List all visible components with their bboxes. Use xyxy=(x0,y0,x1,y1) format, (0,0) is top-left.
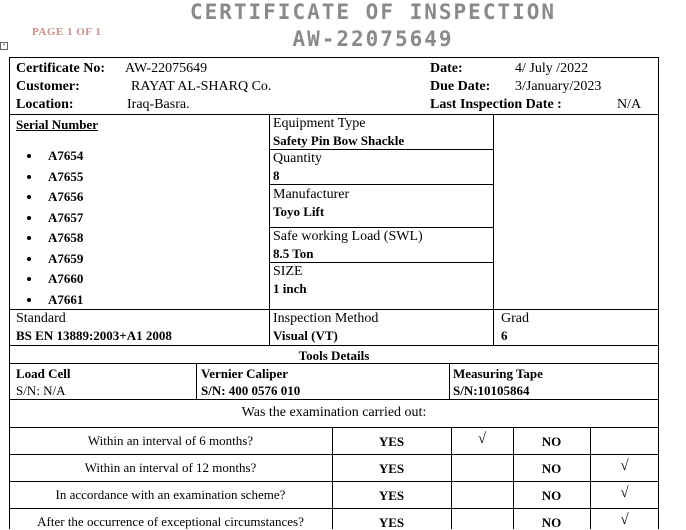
yes-check-cell: √ xyxy=(477,431,487,447)
serial-number-item: • A7654 xyxy=(42,146,83,167)
serial-number-item: • A7660 xyxy=(42,269,83,290)
yes-label: YES xyxy=(378,461,405,476)
swl-label: Safe working Load (SWL) xyxy=(273,229,423,244)
customer-label: Customer: xyxy=(16,79,80,94)
equipment-type-label: Equipment Type xyxy=(273,116,366,131)
examination-question: Was the examination carried out: xyxy=(241,405,427,420)
examination-row-question: Within an interval of 6 months? xyxy=(87,433,254,448)
serial-number-label: Serial Number xyxy=(16,117,98,132)
measuring-tape-sn: S/N:10105864 xyxy=(453,383,530,398)
yes-label: YES xyxy=(378,488,405,503)
grad-value: 6 xyxy=(501,328,508,343)
document-title: CERTIFICATE OF INSPECTION xyxy=(189,0,557,24)
no-label: NO xyxy=(541,488,562,503)
due-date-label: Due Date: xyxy=(430,79,491,94)
inspection-method-label: Inspection Method xyxy=(273,311,379,326)
serial-number-item: • A7659 xyxy=(42,249,83,270)
page-label: PAGE 1 OF 1 xyxy=(32,26,102,38)
quantity-label: Quantity xyxy=(273,151,322,166)
vernier-caliper-label: Vernier Caliper xyxy=(201,366,289,381)
yes-label: YES xyxy=(378,434,405,449)
no-check-cell: √ xyxy=(620,512,629,528)
load-cell-label: Load Cell xyxy=(16,366,71,381)
tools-details-heading: Tools Details xyxy=(298,348,370,363)
measuring-tape-label: Measuring Tape xyxy=(453,366,543,381)
certificate-number-title: AW-22075649 xyxy=(292,27,454,51)
certificate-no-value: AW-22075649 xyxy=(125,61,208,76)
examination-row-question: In accordance with an examination scheme? xyxy=(55,487,286,502)
swl-value: 8.5 Ton xyxy=(273,246,314,261)
manufacturer-value: Toyo Lift xyxy=(273,204,325,219)
no-label: NO xyxy=(541,515,562,530)
no-label: NO xyxy=(541,434,562,449)
grad-label: Grad xyxy=(501,311,529,326)
last-inspection-label: Last Inspection Date : xyxy=(430,97,562,112)
manufacturer-label: Manufacturer xyxy=(273,187,350,202)
location-label: Location: xyxy=(16,97,74,112)
date-label: Date: xyxy=(430,61,463,76)
serial-number-item: • A7657 xyxy=(42,208,83,229)
examination-row-question: Within an interval of 12 months? xyxy=(84,460,257,475)
serial-number-item: • A7655 xyxy=(42,167,83,188)
load-cell-sn: S/N: N/A xyxy=(16,383,66,398)
yes-label: YES xyxy=(378,515,405,530)
vernier-caliper-sn: S/N: 400 0576 010 xyxy=(201,383,301,398)
equipment-type-value: Safety Pin Bow Shackle xyxy=(273,133,405,148)
no-check-cell: √ xyxy=(620,458,629,474)
location-value: Iraq-Basra. xyxy=(127,97,190,112)
serial-number-item: • A7656 xyxy=(42,187,83,208)
move-handle-icon[interactable]: + xyxy=(0,42,8,50)
size-label: SIZE xyxy=(273,264,303,279)
standard-value: BS EN 13889:2003+A1 2008 xyxy=(16,328,172,343)
customer-value: RAYAT AL-SHARQ Co. xyxy=(131,79,272,94)
inspection-method-value: Visual (VT) xyxy=(273,328,338,343)
serial-number-item: • A7658 xyxy=(42,228,83,249)
date-value: 4/ July /2022 xyxy=(515,61,589,76)
quantity-value: 8 xyxy=(273,168,280,183)
certificate-no-label: Certificate No: xyxy=(16,61,106,76)
no-label: NO xyxy=(541,461,562,476)
serial-number-list xyxy=(20,146,83,310)
examination-row-question: After the occurrence of exceptional circumstances? xyxy=(37,514,304,529)
no-check-cell: √ xyxy=(620,485,629,501)
standard-label: Standard xyxy=(16,311,66,326)
due-date-value: 3/January/2023 xyxy=(515,79,602,94)
serial-number-item: • A7661 xyxy=(42,290,83,311)
size-value: 1 inch xyxy=(273,281,307,296)
last-inspection-value: N/A xyxy=(617,97,642,112)
